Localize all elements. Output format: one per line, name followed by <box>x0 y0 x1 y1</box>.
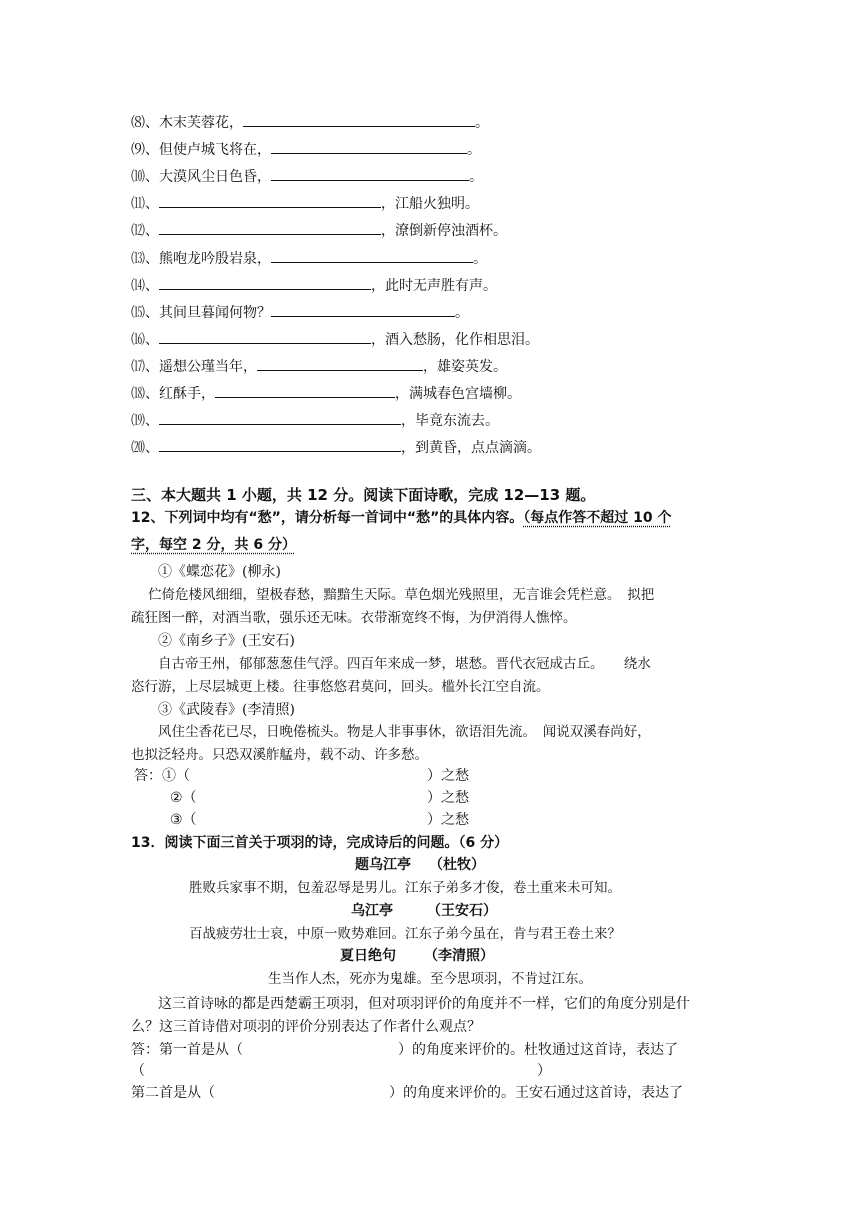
q13-answer-2a: 第二首是从（ <box>131 1085 215 1101</box>
poem-c-text: 生当作人杰，死亦为鬼雄。至今思项羽，不肯过江东。 <box>268 971 592 987</box>
answer-open-3: ③（ <box>170 812 197 828</box>
answer-blank[interactable] <box>257 356 423 371</box>
question-12 <box>131 508 672 528</box>
question-13-prompt-2: 么？这三首诗借对项羽的评价分别表达了作者什么观点？ <box>131 1019 481 1035</box>
q13-answer-1d: ） <box>537 1063 551 1079</box>
poem-2-title: ②《南乡子》(王安石) <box>158 633 295 649</box>
answer-field-3[interactable] <box>198 810 420 830</box>
verse-text: ，潦倒新停浊酒杯。 <box>381 223 507 239</box>
answer-blank[interactable] <box>271 302 455 317</box>
poem-b-heading <box>351 901 497 921</box>
answer-label: 答： <box>134 768 162 784</box>
answer-blank[interactable] <box>271 248 473 263</box>
question-12-note-cont <box>131 535 296 555</box>
verse-text: 红酥手， <box>159 386 215 402</box>
poem-a-text: 胜败兵家事不期，包羞忍辱是男儿。江东子弟多才俊，卷土重来未可知。 <box>189 880 621 896</box>
poem-c-title: 夏日绝句 <box>340 948 396 964</box>
verse-text: 。 <box>455 305 469 321</box>
answer-blank[interactable] <box>159 410 401 425</box>
blank-line-15 <box>131 302 469 323</box>
verse-text: ，到黄昏，点点滴滴。 <box>401 440 541 456</box>
poem-1-line-1: 伫倚危楼风细细，望极春愁，黯黯生天际。草色烟光残照里，无言谁会凭栏意。 拟把 <box>148 587 655 603</box>
poem-1-line-2: 疏狂图一醉，对酒当歌，强乐还无味。衣带渐宽终不悔，为伊消得人憔悴。 <box>131 610 577 626</box>
blank-line-16 <box>131 329 539 350</box>
item-number: ⑿、 <box>131 223 159 239</box>
answer-blank[interactable] <box>159 329 371 344</box>
answer-row-1 <box>134 766 190 786</box>
answer-blank[interactable] <box>215 383 395 398</box>
blank-line-18 <box>131 383 521 404</box>
answer-blank[interactable] <box>159 437 401 452</box>
answer-blank[interactable] <box>271 166 469 181</box>
item-number: ⒇、 <box>131 440 159 456</box>
poem-a-heading <box>355 855 485 875</box>
answer-close-3: ）之愁 <box>427 812 469 828</box>
item-number: ⒅、 <box>131 386 159 402</box>
verse-text: 。 <box>469 169 483 185</box>
poem-c-author: （李清照） <box>424 948 494 964</box>
poem-a-author: （杜牧） <box>429 857 485 873</box>
poem-b-text: 百战疲劳壮士哀，中原一败势难回。江东子弟今虽在，肯与君王卷土来？ <box>189 926 621 942</box>
question-note: （每点作答不超过 10 个 <box>523 510 672 526</box>
poem-c-heading <box>340 946 494 966</box>
answer-close-1: ）之愁 <box>427 768 469 784</box>
verse-text: 。 <box>473 251 487 267</box>
poem-3-line-1: 风住尘香花已尽，日晚倦梳头。物是人非事事休，欲语泪先流。 闻说双溪春尚好， <box>158 724 651 740</box>
item-number: ⑽、 <box>131 169 159 185</box>
q13-answer-field-1[interactable] <box>262 1040 392 1060</box>
answer-blank[interactable] <box>243 112 475 127</box>
blank-line-11 <box>131 193 479 214</box>
item-number: ⑻、 <box>131 115 159 131</box>
item-number: ⒆、 <box>131 413 159 429</box>
answer-open: ①（ <box>162 768 190 784</box>
blank-line-20 <box>131 437 541 458</box>
q13-answer-1c: （ <box>131 1063 145 1079</box>
item-number: ⒄、 <box>131 359 159 375</box>
verse-text: ，酒入愁肠，化作相思泪。 <box>371 332 539 348</box>
verse-text: 。 <box>475 115 489 131</box>
answer-field-2[interactable] <box>198 788 420 808</box>
blank-line-8 <box>131 112 489 133</box>
poem-3-title: ③《武陵春》(李清照) <box>158 702 295 718</box>
poem-3-line-2: 也拟泛轻舟。只恐双溪舴艋舟，载不动、许多愁。 <box>131 747 428 763</box>
blank-line-17 <box>131 356 507 377</box>
item-number: ⒃、 <box>131 332 159 348</box>
answer-blank[interactable] <box>271 139 467 154</box>
blank-line-14 <box>131 275 497 296</box>
question-13-prompt-1: 这三首诗咏的都是西楚霸王项羽，但对项羽评价的角度并不一样，它们的角度分别是什 <box>158 996 690 1012</box>
q13-answer-2b: ）的角度来评价的。王安石通过这首诗，表达了 <box>389 1085 683 1101</box>
verse-text: 木末芙蓉花， <box>159 115 243 131</box>
poem-1-title: ①《蝶恋花》(柳永) <box>158 564 281 580</box>
verse-text: 但使卢城飞将在， <box>159 142 271 158</box>
item-number: ⒁、 <box>131 278 159 294</box>
verse-text: 熊咆龙吟殷岩泉， <box>159 251 271 267</box>
q13-answer-field-2[interactable] <box>150 1061 530 1081</box>
verse-text: 。 <box>467 142 481 158</box>
q13-answer-field-3[interactable] <box>232 1083 382 1103</box>
question-text: 12、下列词中均有“愁”，请分析每一首词中“愁”的具体内容。 <box>131 510 524 526</box>
answer-open-2: ②（ <box>170 790 197 806</box>
answer-blank[interactable] <box>159 193 381 208</box>
verse-text: ，此时无声胜有声。 <box>371 278 497 294</box>
verse-text: ，毕竟东流去。 <box>401 413 499 429</box>
answer-close-2: ）之愁 <box>427 790 469 806</box>
poem-b-author: （王安石） <box>427 903 497 919</box>
poem-2-line-2: 恣行游，上尽层城更上楼。往事悠悠君莫问，回头。槛外长江空自流。 <box>131 679 550 695</box>
item-number: ⒂、 <box>131 305 159 321</box>
answer-blank[interactable] <box>159 275 371 290</box>
q13-answer-1a: 答：第一首是从（ <box>131 1042 243 1058</box>
answer-blank[interactable] <box>159 220 381 235</box>
verse-text: 遥想公瑾当年， <box>159 359 257 375</box>
blank-line-12 <box>131 220 507 241</box>
verse-text: ，满城春色宫墙柳。 <box>395 386 521 402</box>
verse-text: ，雄姿英发。 <box>423 359 507 375</box>
blank-line-13 <box>131 248 487 269</box>
verse-text: 大漠风尘日色昏， <box>159 169 271 185</box>
poem-b-title: 乌江亭 <box>351 903 393 919</box>
verse-text: ，江船火独明。 <box>381 196 479 212</box>
verse-text: 其间旦暮闻何物？ <box>159 305 271 321</box>
blank-line-19 <box>131 410 499 431</box>
q13-answer-1b: ）的角度来评价的。杜牧通过这首诗，表达了 <box>398 1042 678 1058</box>
poem-2-line-1: 自古帝王州，郁郁葱葱佳气浮。四百年来成一梦，堪愁。晋代衣冠成古丘。 绕水 <box>158 656 651 672</box>
question-13: 13．阅读下面三首关于项羽的诗，完成诗后的问题。（6 分） <box>131 835 509 851</box>
item-number: ⑼、 <box>131 142 159 158</box>
item-number: ⒀、 <box>131 251 159 267</box>
blank-line-10 <box>131 166 483 187</box>
answer-field-1[interactable] <box>198 766 420 786</box>
blank-line-9 <box>131 139 481 160</box>
section-heading: 三、本大题共 1 小题，共 12 分。阅读下面诗歌，完成 12—13 题。 <box>131 486 596 504</box>
question-note: 字，每空 2 分，共 6 分） <box>131 537 296 553</box>
poem-a-title: 题乌江亭 <box>355 857 411 873</box>
item-number: ⑾、 <box>131 196 159 212</box>
